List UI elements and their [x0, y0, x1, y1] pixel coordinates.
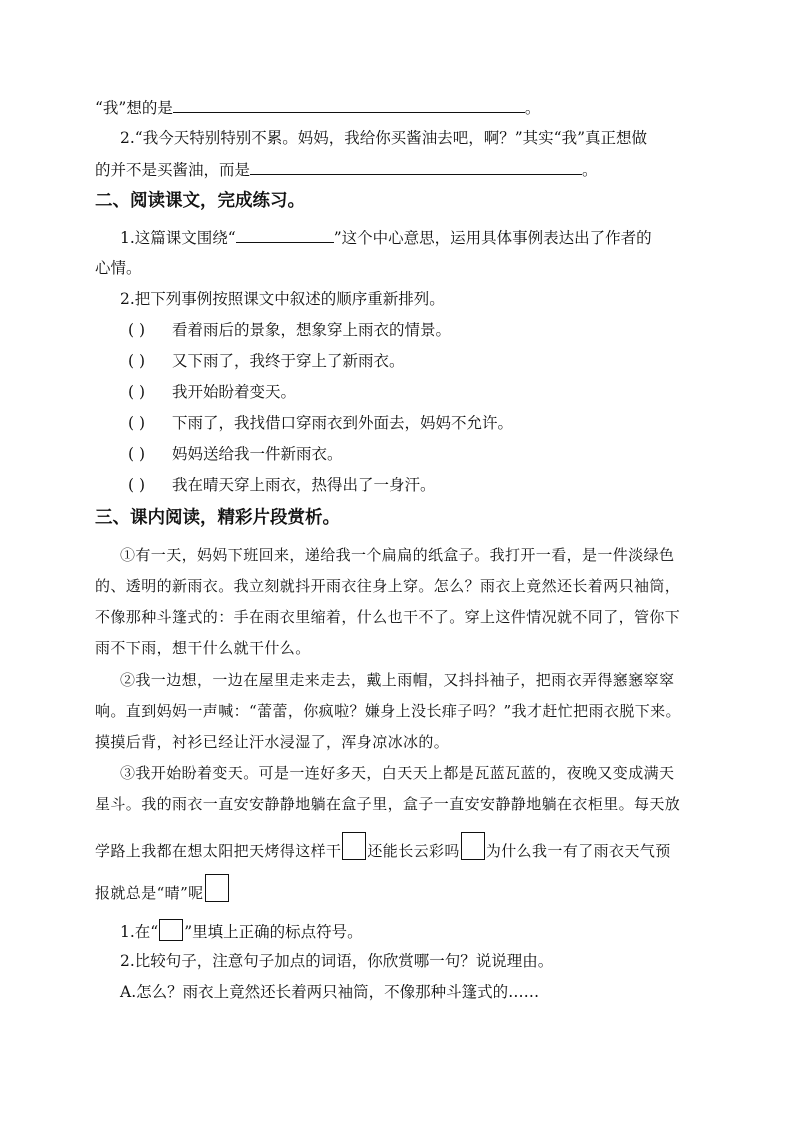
list-item	[128, 350, 405, 372]
answer-blank[interactable]	[236, 226, 334, 243]
punctuation-box[interactable]	[461, 832, 485, 860]
answer-line-2	[95, 158, 598, 181]
p3-text: 为什么我一有了雨衣天气预	[485, 842, 671, 860]
order-blank[interactable]: ( )	[128, 414, 146, 432]
passage-p1-line: 不像那种斗篷式的：手在雨衣里缩着，什么也干不了。穿上这件情况就不同了，管你下	[95, 608, 681, 626]
punctuation-box[interactable]	[342, 832, 366, 860]
item-text: 看着雨后的景象，想象穿上雨衣的情景。	[172, 321, 452, 339]
list-item	[128, 381, 296, 403]
s2-question-1	[120, 226, 652, 249]
s3-option-a: A.怎么？雨衣上竟然还长着两只袖筒，不像那种斗篷式的……	[120, 983, 540, 1001]
section-2-heading: 二、阅读课文，完成练习。	[95, 191, 305, 211]
item-text: 妈妈送给我一件新雨衣。	[172, 445, 343, 463]
line1-prefix: “我”想的是	[95, 99, 173, 117]
order-blank[interactable]: ( )	[128, 321, 146, 339]
s2-q1-prefix: 1.这篇课文围绕“	[120, 229, 236, 247]
s2-q1-suffix: ”这个中心意思，运用具体事例表达出了作者的	[333, 229, 652, 247]
punctuation-box[interactable]	[205, 874, 229, 902]
p3-text: 报就总是“晴”呢	[95, 884, 204, 902]
answer-blank[interactable]	[173, 96, 525, 113]
passage-p3-line: ③我开始盼着变天。可是一连好多天，白天天上都是瓦蓝瓦蓝的，夜晚又变成满天	[120, 764, 675, 782]
passage-p1-line: ①有一天，妈妈下班回来，递给我一个扁扁的纸盒子。我打开一看，是一件淡绿色	[120, 546, 675, 564]
passage-p2-line: 响。直到妈妈一声喊：“蕾蕾，你疯啦？嫌身上没长痱子吗？”我才赶忙把雨衣脱下来。	[95, 702, 681, 720]
line2-prefix: 的并不是买酱油，而是	[95, 161, 251, 179]
passage-p3-line	[95, 874, 230, 904]
passage-p2-line: 摸摸后背，衬衫已经让汗水浸湿了，浑身凉冰冰的。	[95, 733, 450, 751]
order-blank[interactable]: ( )	[128, 445, 146, 463]
item-text: 下雨了，我找借口穿雨衣到外面去，妈妈不允许。	[172, 414, 514, 432]
s2-question-1-cont: 心情。	[95, 259, 142, 277]
answer-line-1	[95, 96, 540, 119]
s3-question-1	[120, 919, 363, 943]
s2-question-2: 2.把下列事例按照课文中叙述的顺序重新排列。	[120, 290, 445, 308]
p3-text: 学路上我都在想太阳把天烤得这样干	[95, 842, 342, 860]
question-2-text: 2.“我今天特别特别不累。妈妈，我给你买酱油去吧，啊？”其实“我”真正想做	[120, 129, 647, 147]
s3-q1-prefix: 1.在“	[120, 923, 159, 941]
box-symbol	[159, 919, 183, 941]
line1-suffix: 。	[524, 99, 541, 117]
item-text: 又下雨了，我终于穿上了新雨衣。	[172, 352, 405, 370]
s3-question-2: 2.比较句子，注意句子加点的词语，你欣赏哪一句？说说理由。	[120, 952, 554, 970]
passage-p2-line: ②我一边想，一边在屋里走来走去，戴上雨帽，又抖抖袖子，把雨衣弄得窸窸窣窣	[120, 671, 675, 689]
list-item	[128, 319, 451, 341]
order-blank[interactable]: ( )	[128, 383, 146, 401]
item-text: 我开始盼着变天。	[172, 383, 297, 401]
order-blank[interactable]: ( )	[128, 352, 146, 370]
passage-p3-line: 星斗。我的雨衣一直安安静静地躺在盒子里，盒子一直安安静静地躺在衣柜里。每天放	[95, 795, 681, 813]
passage-p1-line: 的、透明的新雨衣。我立刻就抖开雨衣往身上穿。怎么？雨衣上竟然还长着两只袖筒，	[95, 577, 681, 595]
answer-blank[interactable]	[250, 158, 582, 175]
section-3-heading: 三、课内阅读，精彩片段赏析。	[95, 508, 340, 528]
list-item	[128, 474, 436, 496]
passage-p3-line	[95, 832, 671, 862]
item-text: 我在晴天穿上雨衣，热得出了一身汗。	[172, 476, 436, 494]
order-blank[interactable]: ( )	[128, 476, 146, 494]
list-item	[128, 443, 343, 465]
passage-p1-line: 雨不下雨，想干什么就干什么。	[95, 639, 311, 657]
p3-text: 还能长云彩吗	[367, 842, 460, 860]
line2-suffix: 。	[582, 161, 598, 179]
list-item	[128, 412, 513, 434]
s3-q1-suffix: ”里填上正确的标点符号。	[184, 923, 363, 941]
